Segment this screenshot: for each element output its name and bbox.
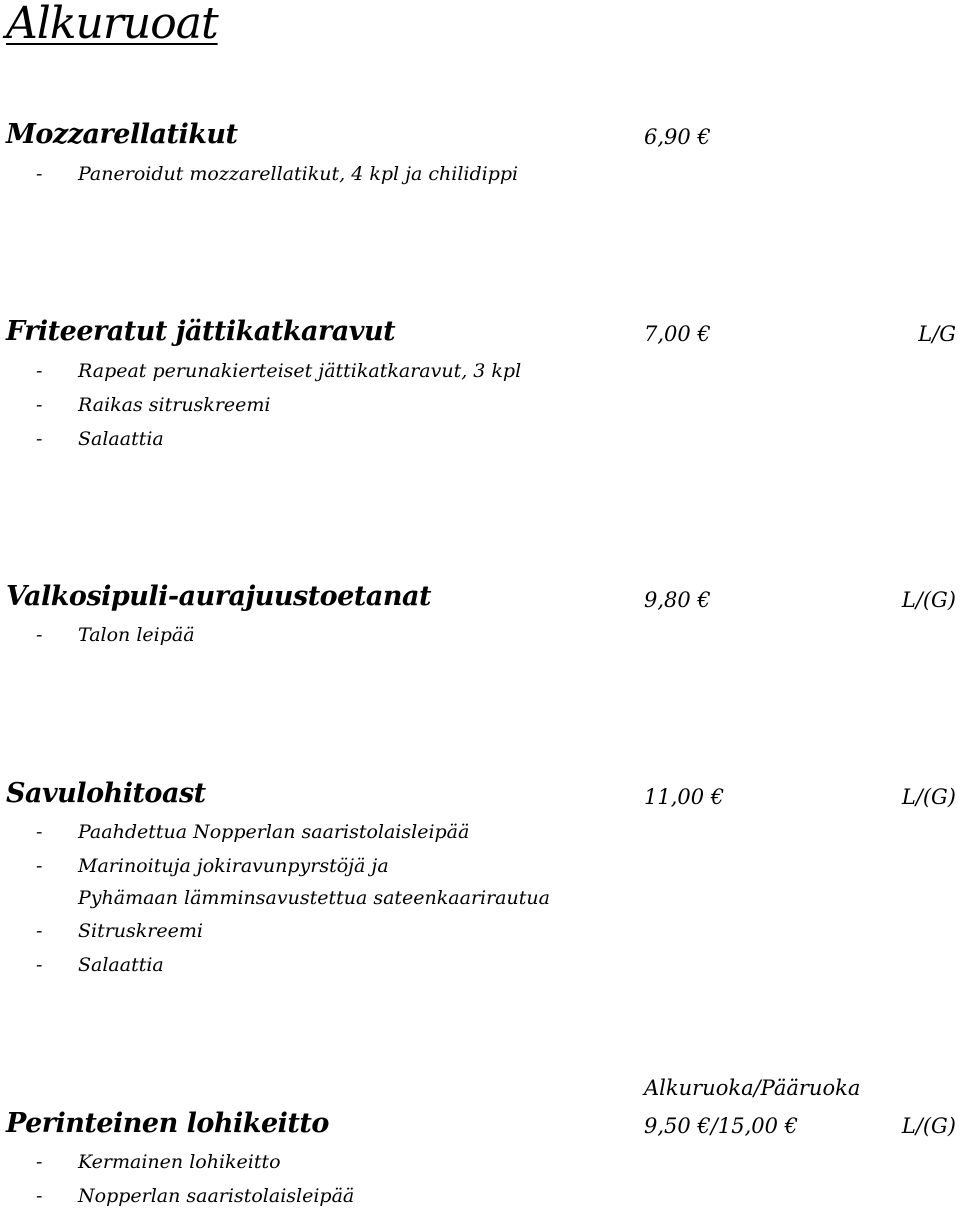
bullet-dash: - [36, 821, 43, 843]
diet-label: L/G [918, 322, 956, 346]
dish-description-item [36, 818, 469, 846]
bullet-dash: - [36, 163, 43, 185]
dish-name: Perinteinen lohikeitto [6, 1108, 329, 1139]
bullet-dash: - [36, 360, 43, 382]
dish-price: 11,00 € [644, 785, 725, 809]
bullet-dash: - [36, 855, 43, 877]
dish-description-text: Marinoituja jokiravunpyrstöjä ja [78, 855, 389, 877]
dish-price: 7,00 € [644, 322, 711, 346]
dish-description-item [36, 357, 521, 385]
page-title: Alkuruoat [6, 0, 218, 49]
bullet-dash: - [36, 920, 43, 942]
dish-description-item [36, 621, 195, 649]
dish-description-text: Rapeat perunakierteiset jättikatkaravut, 3 kpl [78, 360, 522, 382]
dish-description-text: Salaattia [78, 428, 164, 450]
bullet-dash: - [36, 1151, 43, 1173]
dish-description-continuation: Pyhämaan lämminsavustettua sateenkaarirautua [78, 887, 550, 909]
dish-description-item [36, 425, 164, 453]
bullet-dash: - [36, 428, 43, 450]
dish-description-text: Kermainen lohikeitto [78, 1151, 281, 1173]
dish-name: Valkosipuli-aurajuustoetanat [6, 581, 431, 612]
dish-description-text: Salaattia [78, 954, 164, 976]
dish-price: 9,50 €/15,00 € [644, 1114, 799, 1138]
price-column-header: Alkuruoka/Pääruoka [644, 1076, 861, 1100]
dish-description-item [36, 391, 271, 419]
dish-description-text: Paahdettua Nopperlan saaristolaisleipää [78, 821, 470, 843]
dish-description-item [36, 951, 164, 979]
dish-description-item [36, 852, 389, 880]
bullet-dash: - [36, 624, 43, 646]
dish-description-text: Nopperlan saaristolaisleipää [78, 1185, 355, 1207]
dish-description-text: Sitruskreemi [78, 920, 203, 942]
diet-label: L/(G) [901, 785, 956, 809]
dish-name: Savulohitoast [6, 778, 206, 809]
dish-description-item [36, 1148, 281, 1176]
dish-description-item [36, 1182, 354, 1210]
dish-description-text: Talon leipää [78, 624, 195, 646]
dish-price: 9,80 € [644, 588, 711, 612]
diet-label: L/(G) [901, 588, 956, 612]
bullet-dash: - [36, 1185, 43, 1207]
dish-description-text: Paneroidut mozzarellatikut, 4 kpl ja chilidippi [78, 163, 519, 185]
bullet-dash: - [36, 954, 43, 976]
dish-name: Friteeratut jättikatkaravut [6, 316, 396, 347]
dish-price: 6,90 € [644, 125, 711, 149]
bullet-dash: - [36, 394, 43, 416]
dish-description-item [36, 160, 518, 188]
dish-description-item [36, 917, 203, 945]
diet-label: L/(G) [901, 1114, 956, 1138]
dish-description-text: Raikas sitruskreemi [78, 394, 271, 416]
dish-name: Mozzarellatikut [6, 119, 238, 150]
